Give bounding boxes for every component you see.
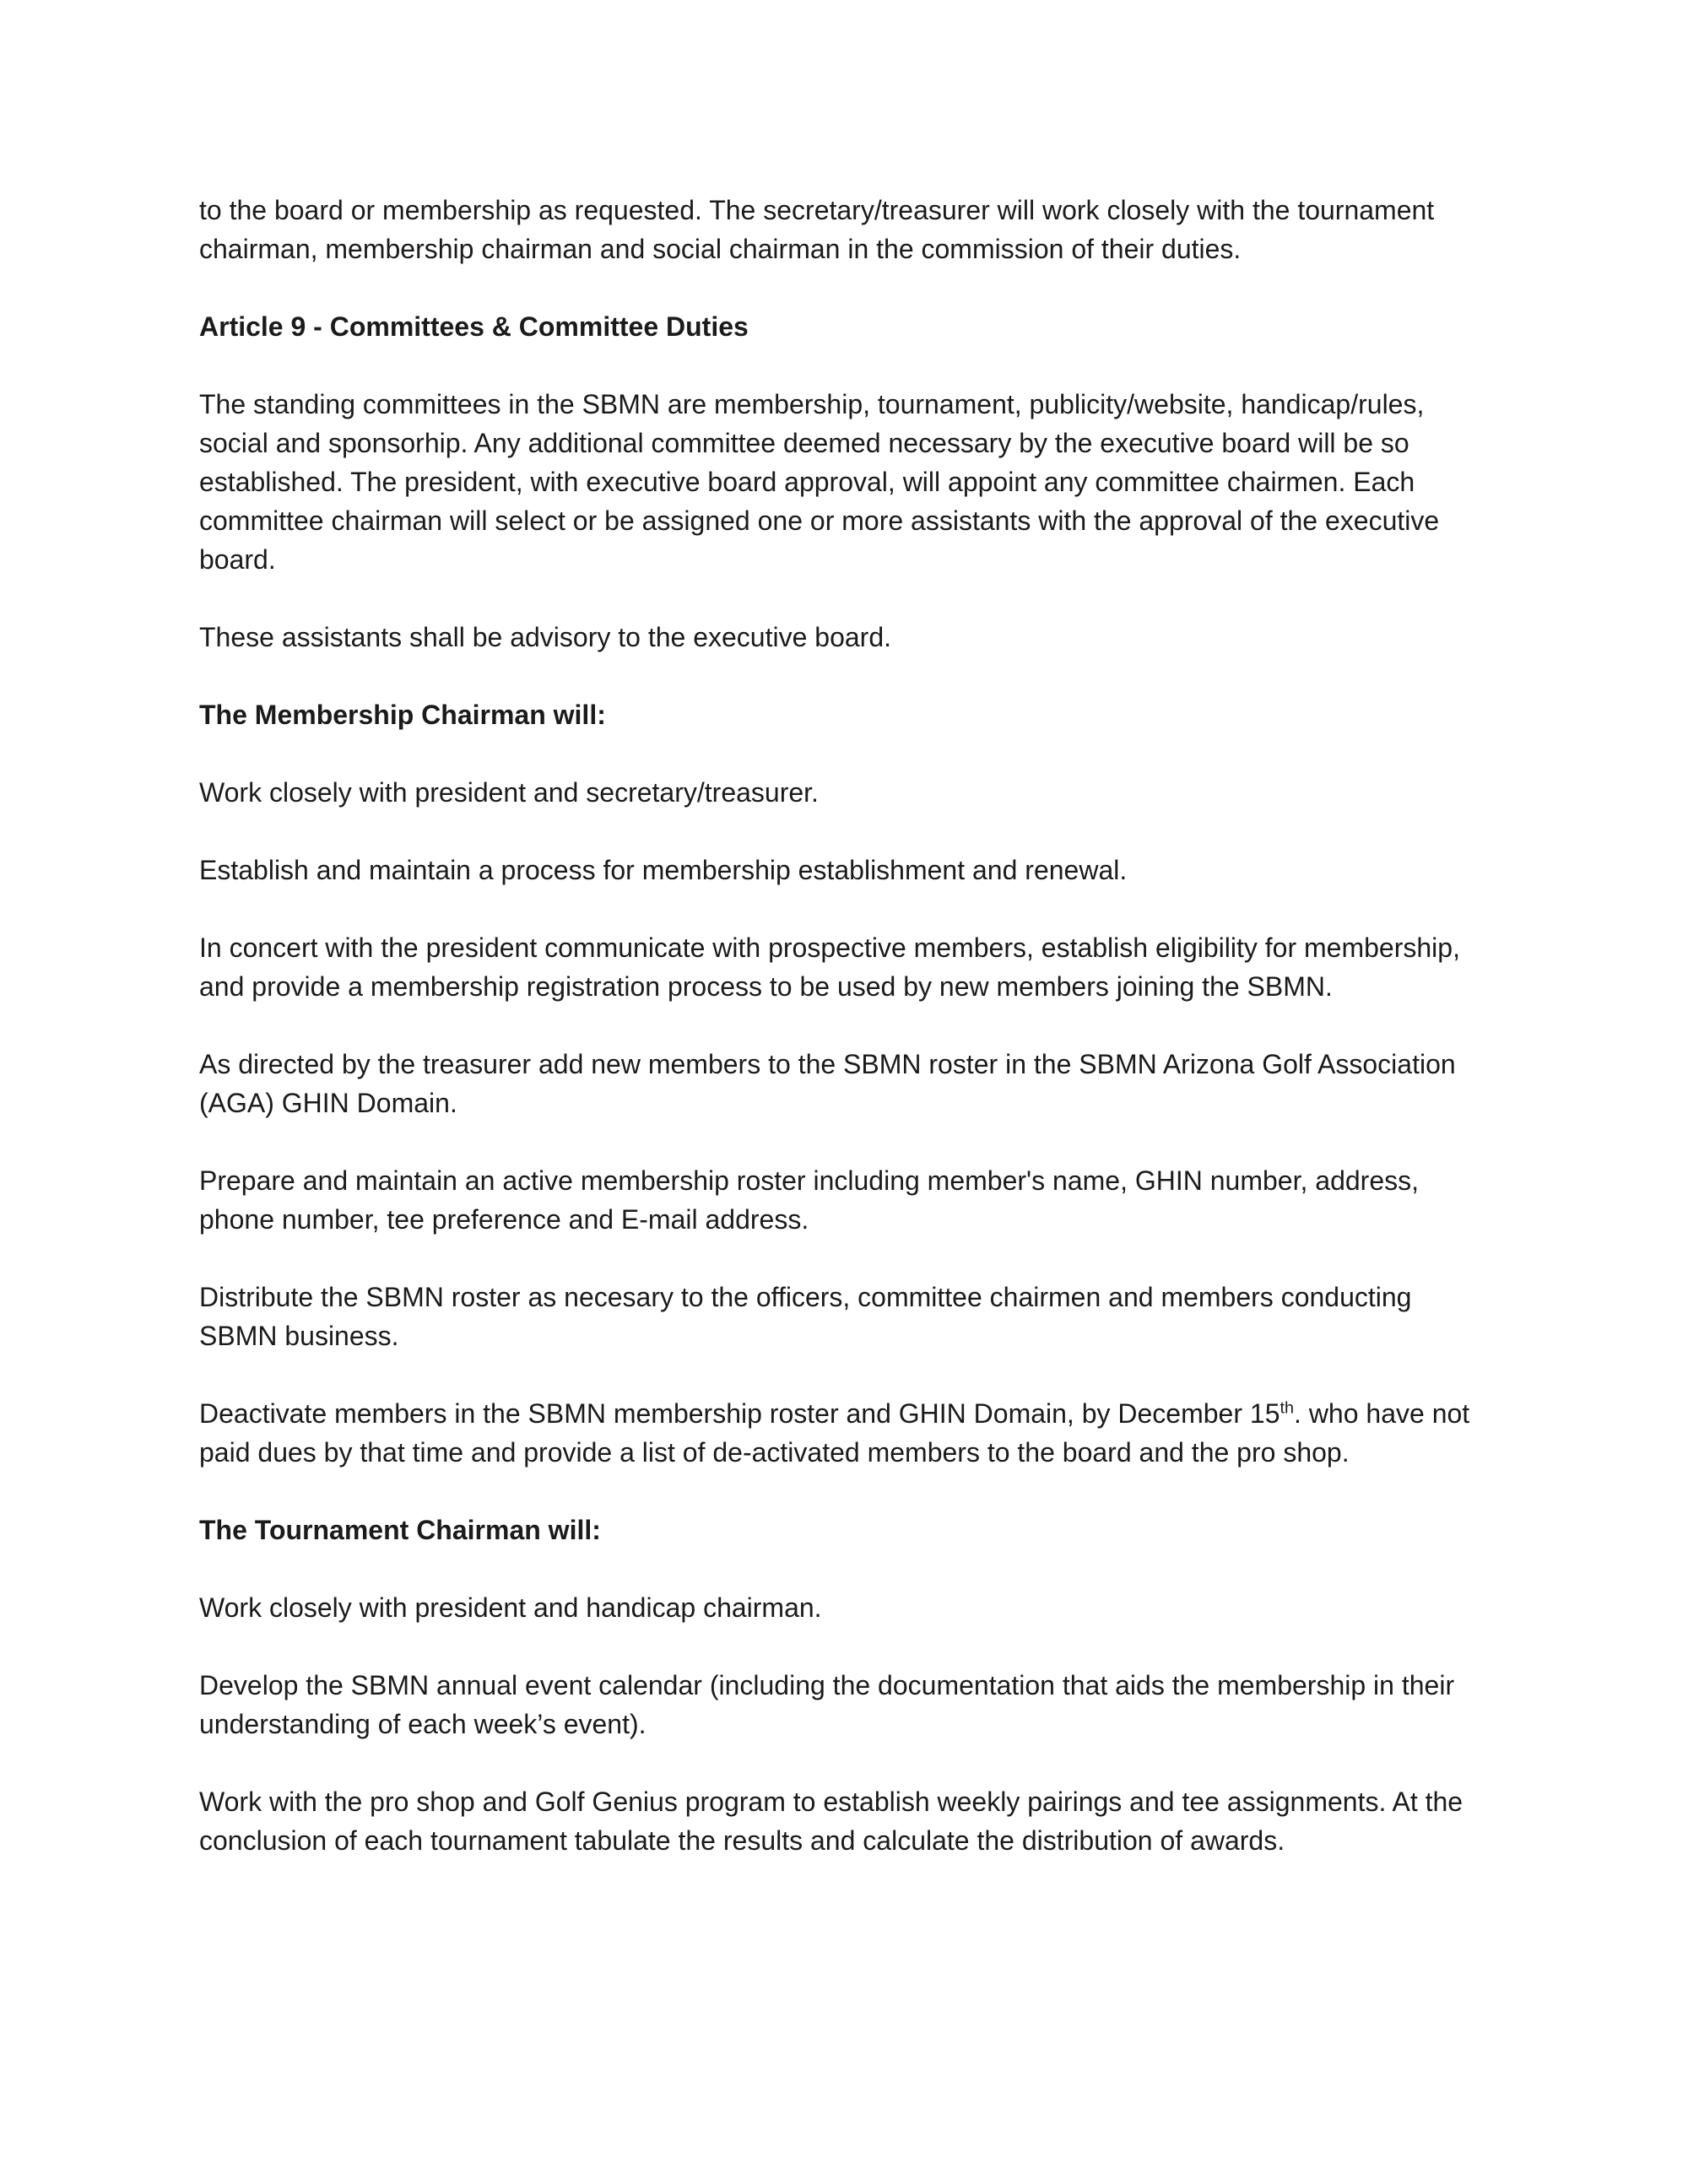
paragraph-deactivate-members [199, 1394, 1489, 1472]
text-segment-after-superscript: . who have not paid dues by that time and provide a list of de-activated members to the board and the pro shop. [199, 1398, 1470, 1468]
section-heading-tournament-chairman: The Tournament Chairman will: [199, 1515, 601, 1545]
paragraph-work-closely-secretary: Work closely with president and secretary/treasurer. [199, 777, 819, 808]
paragraph-work-closely-handicap: Work closely with president and handicap chairman. [199, 1592, 822, 1623]
text-segment-before-superscript: Deactivate members in the SBMN membership roster and GHIN Domain, by December 15 [199, 1398, 1280, 1429]
paragraph-develop-event-calendar: Develop the SBMN annual event calendar (including the documentation that aids the membership in their understanding of each week’s event). [199, 1670, 1455, 1739]
paragraph-golf-genius-pairings: Work with the pro shop and Golf Genius program to establish weekly pairings and tee assignments. At the conclusion of each tournament tabulate the results and calculate the distribution of awards. [199, 1787, 1463, 1856]
section-heading-membership-chairman: The Membership Chairman will: [199, 700, 606, 730]
paragraph-in-concert-with-president: In concert with the president communicate with prospective members, establish eligibility for membership, and provide a membership registration process to be used by new members joining the SBMN. [199, 933, 1460, 1002]
paragraph-add-new-members-ghin: As directed by the treasurer add new members to the SBMN roster in the SBMN Arizona Golf Association (AGA) GHIN Domain. [199, 1049, 1456, 1118]
paragraph-assistants-advisory: These assistants shall be advisory to the executive board. [199, 622, 891, 652]
paragraph-distribute-roster: Distribute the SBMN roster as necesary to the officers, committee chairmen and members conducting SBMN business. [199, 1282, 1412, 1351]
superscript-th: th [1280, 1398, 1295, 1418]
paragraph-establish-process: Establish and maintain a process for membership establishment and renewal. [199, 855, 1128, 885]
paragraph-standing-committees: The standing committees in the SBMN are membership, tournament, publicity/website, handicap/rules, social and sponsorhip. Any additional committee deemed necessary by the executive board will be so established. The president, with executive board approval, will appoint any committee chairmen. Each committee chairman will select or be assigned one or more assistants with the approval of the executive board. [199, 389, 1440, 575]
paragraph-secretary-treasurer-continued: to the board or membership as requested. The secretary/treasurer will work closely with the tournament chairman, membership chairman and social chairman in the commission of their duties. [199, 195, 1435, 264]
paragraph-prepare-maintain-roster: Prepare and maintain an active membership roster including member's name, GHIN number, address, phone number, tee preference and E-mail address. [199, 1165, 1419, 1235]
section-heading-article-9: Article 9 - Committees & Committee Duties [199, 311, 749, 342]
